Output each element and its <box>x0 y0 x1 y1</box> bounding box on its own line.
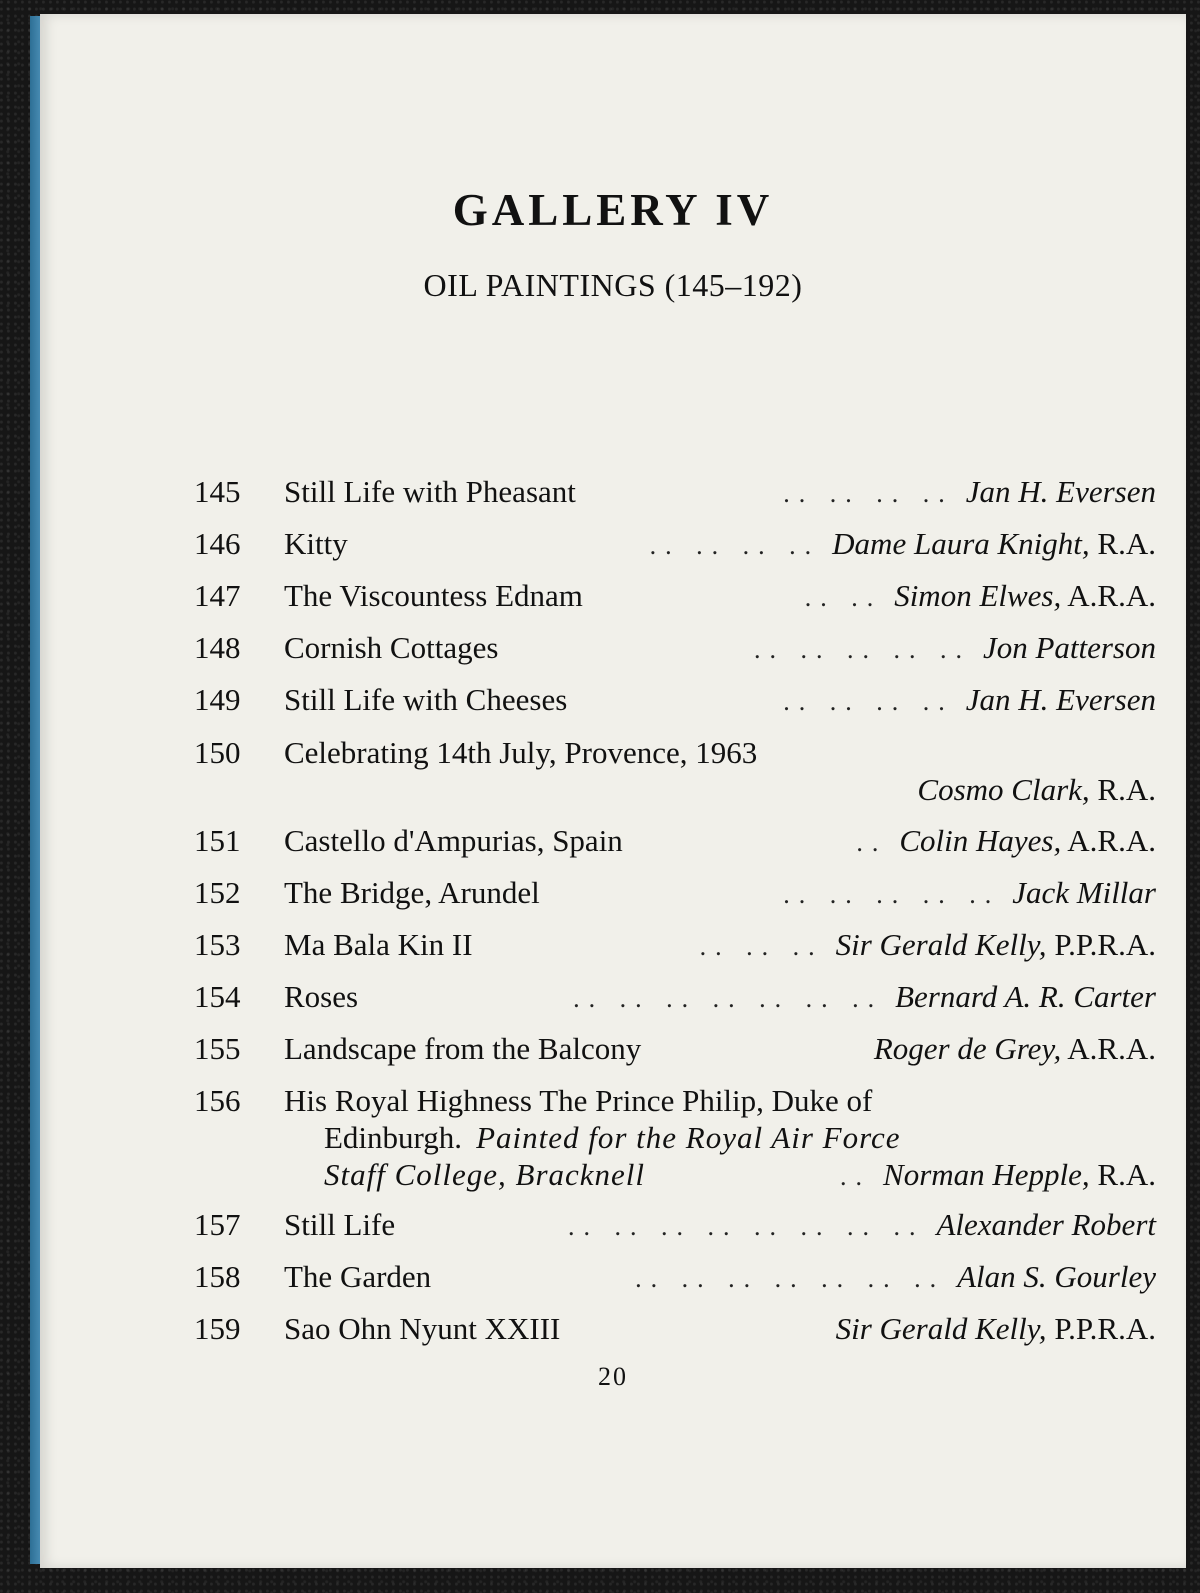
leader-dots: .. <box>856 828 888 857</box>
entry-artist: Jack Millar <box>1012 875 1156 910</box>
entry-number: 146 <box>194 526 241 561</box>
entry-title: Landscape from the Balcony <box>284 1031 642 1066</box>
entry-number: 151 <box>194 823 241 858</box>
entry-title: The Bridge, Arundel <box>284 875 540 910</box>
entry-number: 154 <box>194 979 241 1014</box>
entry-title: His Royal Highness The Prince Philip, Duke of <box>284 1083 873 1118</box>
entry-artist: Alan S. Gourley <box>957 1259 1156 1294</box>
entry-number: 155 <box>194 1031 241 1066</box>
entry-note: Painted for the Royal Air Force <box>476 1120 901 1155</box>
entry-title: Celebrating 14th July, Provence, 1963 <box>284 735 758 770</box>
entry-artist: Jan H. Eversen <box>965 474 1156 509</box>
entry-title: Still Life <box>284 1207 396 1242</box>
entry-title: Castello d'Ampurias, Spain <box>284 823 623 858</box>
entry-number: 156 <box>194 1083 241 1118</box>
entry-title: Cornish Cottages <box>284 630 499 665</box>
entry-artist: Alexander Robert <box>936 1207 1156 1242</box>
section-subtitle: OIL PAINTINGS (145–192) <box>423 267 803 303</box>
entry-artist: Sir Gerald Kelly, P.P.R.A. <box>835 1311 1156 1346</box>
entry-artist: Cosmo Clark, R.A. <box>917 772 1156 807</box>
entry-number: 152 <box>194 875 241 910</box>
entry-note-continued: Staff College, Bracknell <box>324 1157 646 1192</box>
entry-title: The Viscountess Ednam <box>284 578 583 613</box>
page-title: GALLERY IV <box>452 185 774 235</box>
entry-number: 145 <box>194 474 241 509</box>
leader-dots: .. .. .. .. <box>783 687 954 716</box>
entry-artist: Bernard A. R. Carter <box>895 979 1156 1014</box>
entry-number: 153 <box>194 927 241 962</box>
entry-number: 147 <box>194 578 241 613</box>
leader-dots: .. .. .. .. .. .. .. <box>635 1264 946 1293</box>
leader-dots: .. .. .. .. .. <box>783 880 1001 909</box>
leader-dots: .. .. .. .. .. .. .. <box>573 984 884 1013</box>
page-number: 20 <box>598 1362 628 1391</box>
entry-title: The Garden <box>284 1259 432 1294</box>
entry-number: 150 <box>194 735 241 770</box>
entry-number: 159 <box>194 1311 241 1346</box>
entry-artist: Sir Gerald Kelly, P.P.R.A. <box>835 927 1156 962</box>
catalogue-page <box>40 14 1186 1568</box>
entry-title: Still Life with Pheasant <box>284 474 576 509</box>
entry-title: Kitty <box>284 526 348 561</box>
leader-dots: .. .. .. <box>699 932 824 961</box>
entry-number: 157 <box>194 1207 241 1242</box>
entry-artist: Jan H. Eversen <box>965 682 1156 717</box>
entry-artist: Simon Elwes, A.R.A. <box>894 578 1156 613</box>
leader-dots: .. <box>840 1162 872 1191</box>
entry-artist: Roger de Grey, A.R.A. <box>873 1031 1156 1066</box>
entry-artist: Colin Hayes, A.R.A. <box>899 823 1156 858</box>
entry-number: 158 <box>194 1259 241 1294</box>
entry-title: Sao Ohn Nyunt XXIII <box>284 1311 561 1346</box>
leader-dots: .. .. .. .. .. <box>753 635 971 664</box>
entry-artist: Norman Hepple, R.A. <box>883 1157 1156 1192</box>
entry-title-continued: Edinburgh. <box>324 1120 463 1155</box>
entry-title: Ma Bala Kin II <box>284 927 473 962</box>
leader-dots: .. .. .. .. .. .. .. .. <box>567 1212 925 1241</box>
entry-title: Roses <box>284 979 359 1014</box>
entry-artist: Jon Patterson <box>982 630 1156 665</box>
entry-title: Still Life with Cheeses <box>284 682 568 717</box>
leader-dots: .. .. .. .. <box>783 479 954 508</box>
entry-number: 149 <box>194 682 241 717</box>
leader-dots: .. .. .. .. <box>649 531 821 560</box>
entry-number: 148 <box>194 630 241 665</box>
entry-artist: Dame Laura Knight, R.A. <box>832 526 1156 561</box>
leader-dots: .. .. <box>804 583 883 612</box>
